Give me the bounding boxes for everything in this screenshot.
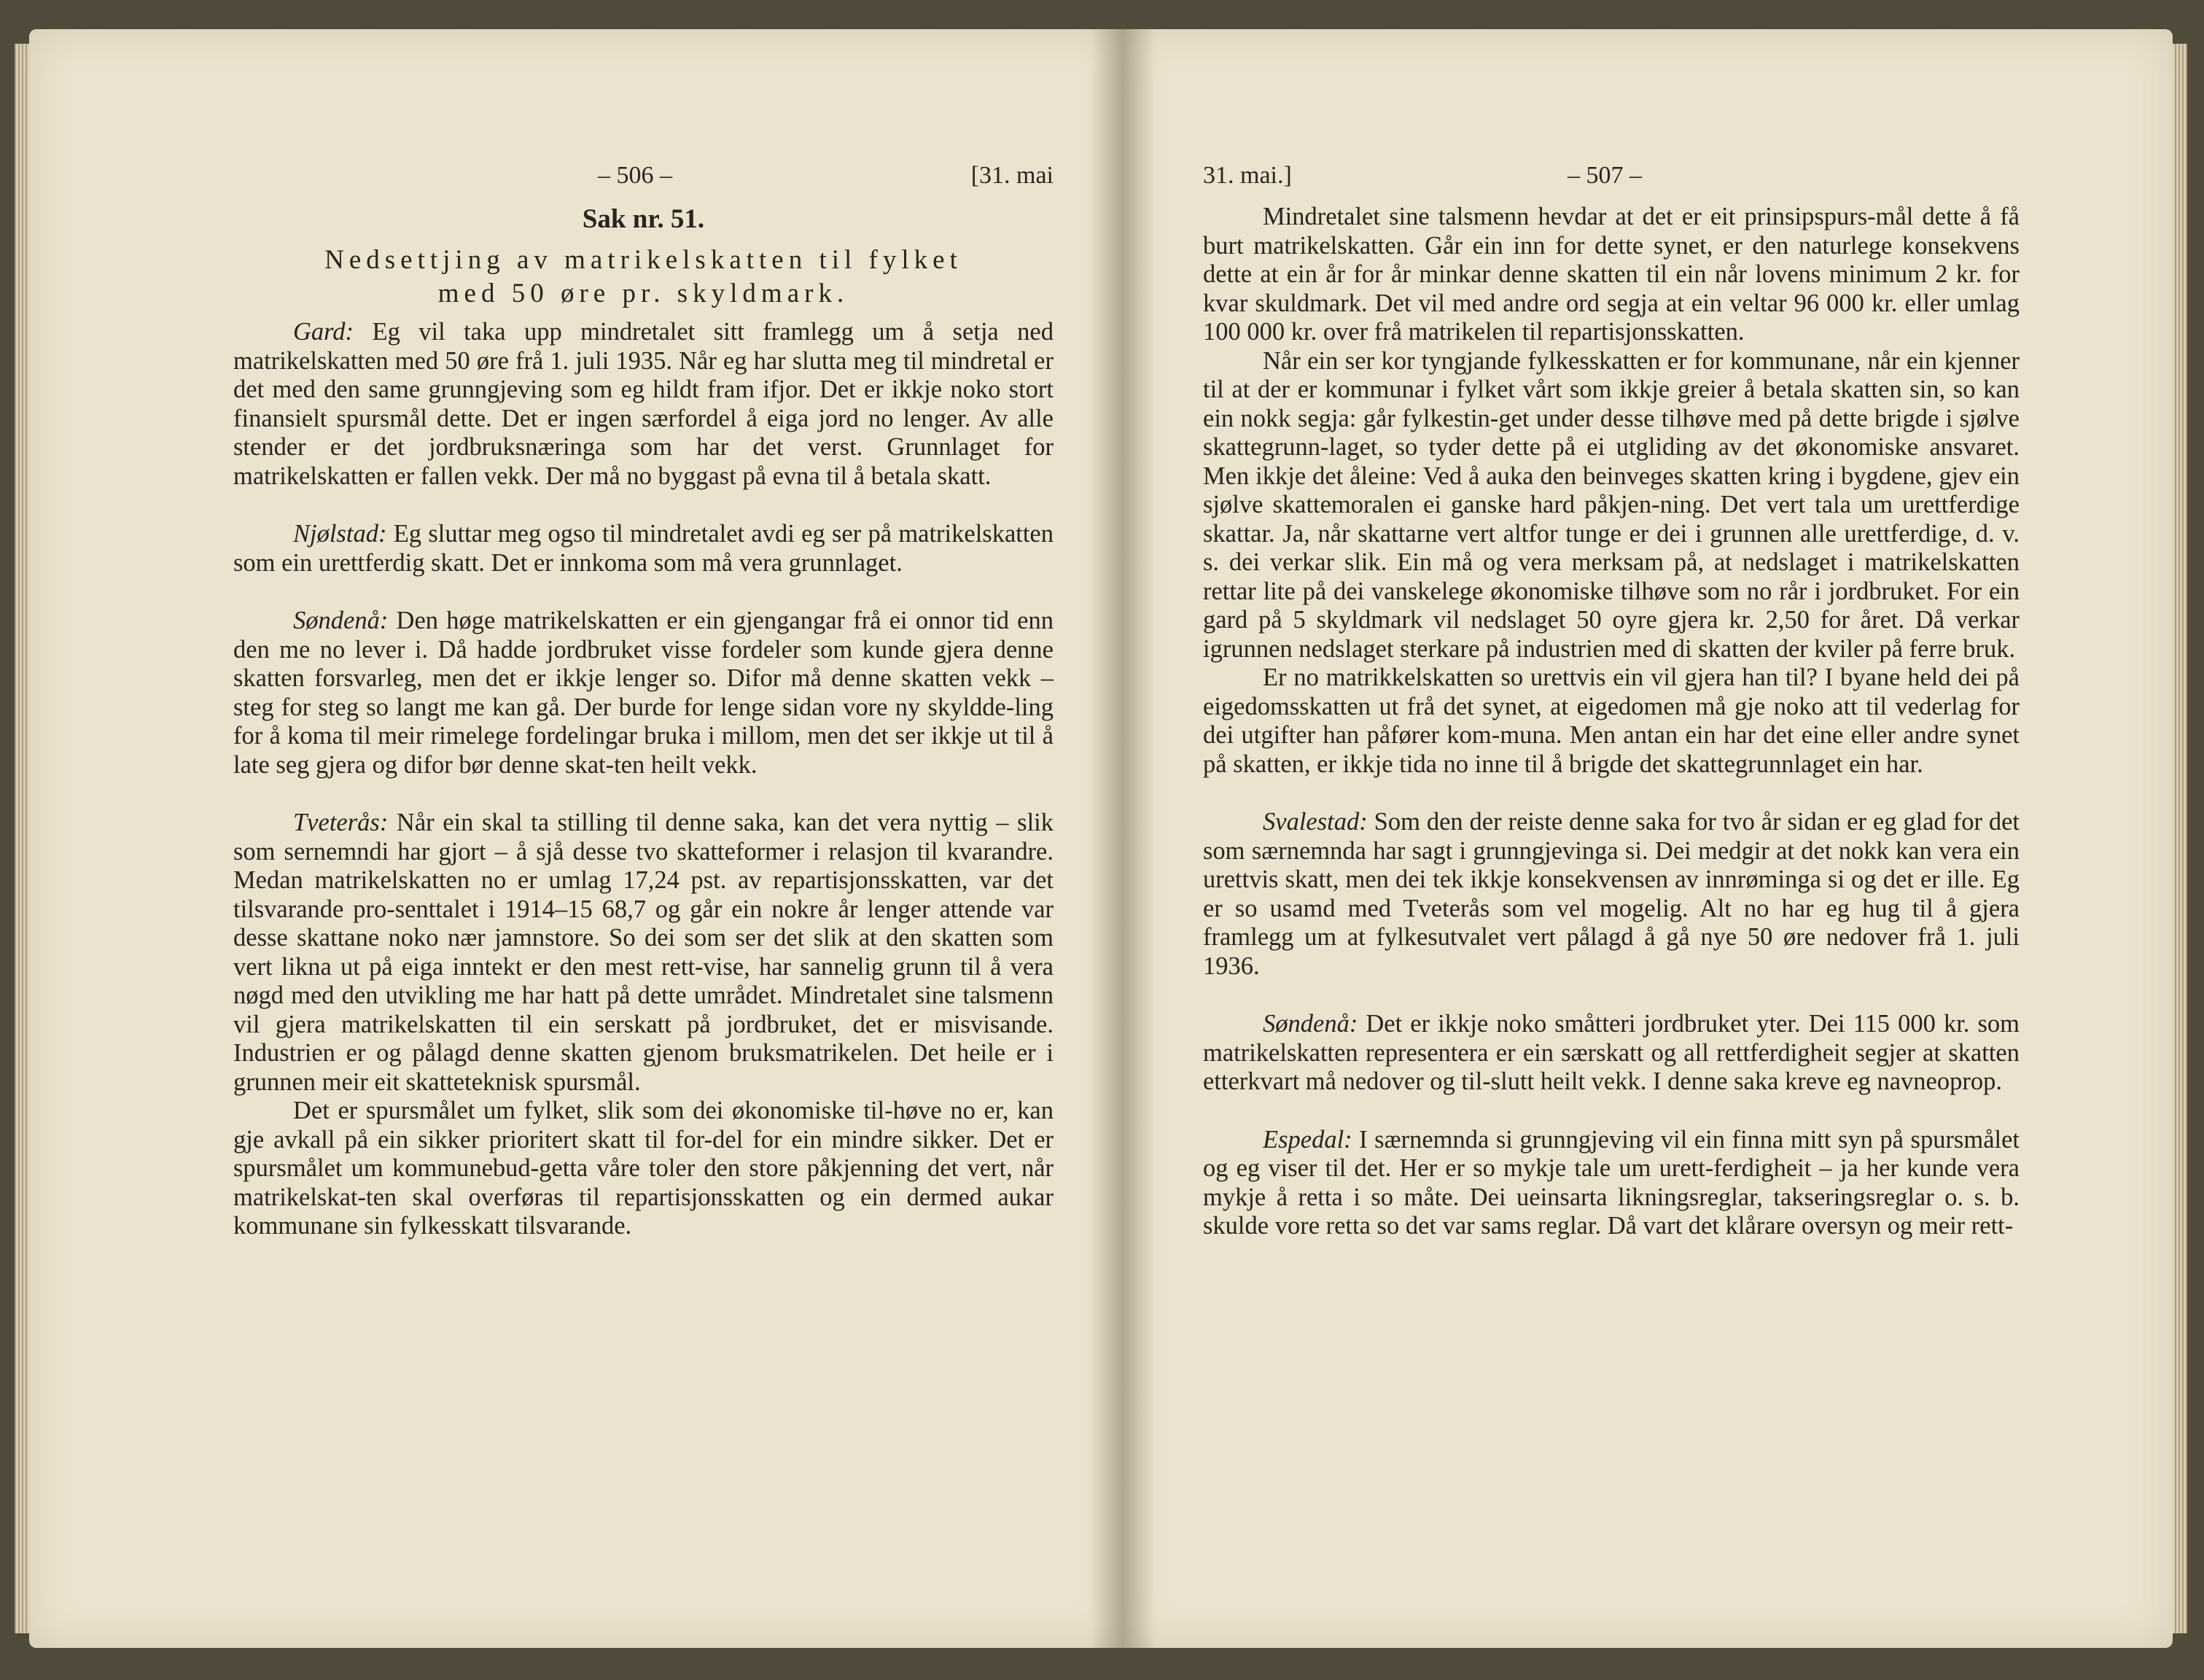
speaker-name: Svalestad:: [1263, 808, 1368, 836]
speech-text: Eg sluttar meg ogso til mindretalet avdi eg ser på matrikelskatten som ein urettferdig skatt. Det er innkoma som må vera grunnlaget.: [233, 520, 1054, 577]
speaker-name: Gard:: [293, 318, 354, 346]
page-date: [31. mai: [970, 162, 1054, 189]
paragraph-text: Er no matrikkelskatten so urettvis ein vil gjera han til? I byane held dei på eigedomsskatten ut frå det synet, at eigedomen må gje noko att til vederlag for dei utgifter han påfører kom-muna. Men antan ein har det eine eller andre synet på skatten, er ikkje tida no inne til å brigde det skattegrunnlaget ein har.: [1203, 664, 2020, 778]
speech-paragraph: [233, 607, 1054, 779]
case-subtitle: [233, 244, 1054, 311]
book-gutter: [1090, 29, 1156, 1648]
right-page-content: [1203, 162, 2020, 1241]
speaker-name: Tveterås:: [293, 809, 389, 836]
paragraph-text: Mindretalet sine talsmenn hevdar at det er eit prinsipspurs-mål dette å få burt matrikelskatten. Går ein inn for dette synet, er den naturlege konsekvens dette at ein år for år minkar denne skatten til ein når lovens minimum 2 kr. for kvar skuldmark. Det vil med andre ord segja at ein veltar 96 000 kr. eller umlag 100 000 kr. over frå matrikelen til repartisjonsskatten.: [1203, 203, 2020, 346]
speaker-name: Njølstad:: [293, 520, 387, 548]
paragraph-text: Det er spursmålet um fylket, slik som dei økonomiske til-høve no er, kan gje avkall på ein sikker prioritert skatt til for-del for ein mindre sikker. Det er spursmålet um kommunebud-getta våre toler den store påkjenning det vert, når matrikelskat-ten skal overføras til repartisjonsskatten og ein dermed aukar kommunane sin fylkesskatt tilsvarande.: [233, 1097, 1054, 1240]
speech-paragraph: [233, 318, 1054, 491]
text-paragraph: [1203, 347, 2020, 664]
case-title: Sak nr. 51.: [582, 204, 705, 234]
left-page-header: [233, 162, 1054, 203]
page-number: – 507 –: [1568, 162, 1642, 189]
speaker-name: Espedal:: [1263, 1125, 1352, 1154]
speech-paragraph: [1203, 808, 2020, 981]
speech-text: Som den der reiste denne saka for tvo år sidan er eg glad for det som særnemnda har sagt i grunngjevinga si. Dei medgir at det nokk kan vera ein urettvis skatt, men dei tek ikkje konsekvensen av innrøminga si og det er ille. Eg er so usamd med Tveterås som vel mogelig. Alt no har eg hug til å gjera framlegg um at fylkesutvalet vert pålagd å gå nye 50 øre nedover frå 1. juli 1936.: [1203, 808, 2020, 980]
speech-text: Den høge matrikelskatten er ein gjengangar frå ei onnor tid enn den me no lever i. Då hadde jordbruket visse fordeler som kunde gjera denne skatten forsvarleg, men det er ikkje lenger so. Difor må denne skatten vekk – steg for steg so langt me kan gå. Der burde for lenge sidan vore ny skyldde-ling for å koma til meir rimelege fordelingar bruka i millom, men det ser ikkje ut til å late seg gjera og difor bør denne skat-ten heilt vekk.: [233, 607, 1054, 779]
speech-paragraph: [233, 809, 1054, 1097]
text-paragraph: [1203, 664, 2020, 779]
text-paragraph: [233, 1097, 1054, 1241]
speech-text: I særnemnda si grunngjeving vil ein finna mitt syn på spursmålet og eg viser til det. Her er so mykje tale um urett-ferdigheit – ja her kunde vera mykje å retta i so måte. Dei ueinsarta likningsreglar, takseringsreglar o. s. b. skulde vore retta so det var sams reglar. Då vart det klårare oversyn og meir rett-: [1203, 1125, 2020, 1240]
right-page-header: [1203, 162, 2020, 203]
left-page-content: [233, 162, 1054, 1241]
page-number: – 506 –: [598, 162, 672, 189]
speaker-name: Søndenå:: [1263, 1010, 1358, 1038]
speech-paragraph: [233, 520, 1054, 578]
case-subtitle-line: Nedsettjing av matrikelskatten til fylket: [324, 245, 962, 275]
speaker-name: Søndenå:: [293, 607, 389, 634]
speech-text: Når ein skal ta stilling til denne saka, kan det vera nyttig – slik som sernemndi har gjort – å sjå desse tvo skatteformer i relasjon til kvarandre. Medan matrikelskatten no er umlag 17,24 pst. av repartisjonsskatten, var det tilsvarande pro-senttalet i 1914–15 68,7 og går ein nokre år lenger attende var desse skattane noko nær jamnstore. So dei som ser det slik at den skatten som vert likna ut på eiga inntekt er den mest rett-vise, har sannelig grunn til å vera nøgd med den utvikling me har hatt på dette umrådet. Mindretalet sine talsmenn vil gjera matrikelskatten til ein serskatt på jordbruket, det er misvisande. Industrien er og pålagd denne skatten gjenom bruksmatrikelen. Det heile er i grunnen meir eit skatteteknisk spursmål.: [233, 809, 1054, 1096]
text-paragraph: [1203, 203, 2020, 347]
speech-paragraph: [1203, 1010, 2020, 1097]
speech-paragraph: [1203, 1126, 2020, 1241]
page-date: 31. mai.]: [1203, 162, 1292, 189]
speech-text: Det er ikkje noko småtteri jordbruket yter. Dei 115 000 kr. som matrikelskatten representera er ein særskatt og all rettferdigheit segjer at skatten etterkvart må nedover og til-slutt heilt vekk. I denne saka kreve eg navneoprop.: [1203, 1010, 2020, 1095]
case-subtitle-line: med 50 øre pr. skyldmark.: [437, 279, 849, 308]
speech-text: Eg vil taka upp mindretalet sitt framlegg um å setja ned matrikelskatten med 50 øre frå 1. juli 1935. Når eg har slutta meg til mindretal er det med den same grunngjeving som eg hildt fram ifjor. Det er ikkje noko stort finansielt spursmål dette. Det er ingen særfordel å eiga jord no lenger. Av alle stender er det jordbruksnæringa som har det verst. Grunnlaget for matrikelskatten er fallen vekk. Der må no byggast på evna til å betala skatt.: [233, 318, 1054, 490]
paragraph-text: Når ein ser kor tyngjande fylkesskatten er for kommunane, når ein kjenner til at der er kommunar i fylket vårt som ikkje greier å betala skatten sin, so kan ein nokk segja: går fylkestin-get under desse tilhøve med på dette brigde i sjølve skattegrunn-laget, so tyder dette på ei utgliding av det økonomiske ansvaret. Men ikkje det åleine: Ved å auka den beinveges skatten kring i bygdene, gjev ein sjølve skattemoralen ei ganske hard påkjen-ning. Det vert tala um urettferdige skattar. Ja, når skattarne vert altfor tunge er dei i grunnen alle urettferdige, d. v. s. dei verkar slik. Ein må og vera merksam på, at nedslaget i matrikelskatten rettar lite på dei vanskelege økonomiske tilhøve som no rår i jordbruket. For ein gard på 5 skyldmark vil nedslaget 50 oyre gjera kr. 2,50 for året. Då verkar igrunnen nedslaget sterkare på industrien med di skatten der kviler på ferre bruk.: [1203, 346, 2020, 663]
